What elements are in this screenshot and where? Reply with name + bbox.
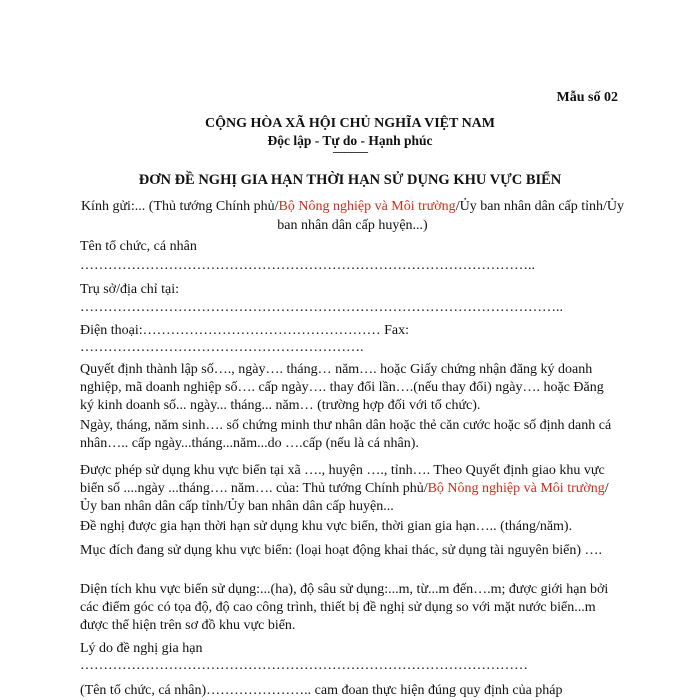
recipient-line: [80, 197, 625, 235]
permit-paragraph: [80, 462, 620, 516]
reason-label: Lý do đề nghị gia hạn: [80, 641, 203, 656]
country-heading: CỘNG HÒA XÃ HỘI CHỦ NGHĨA VIỆT NAM: [204, 116, 495, 131]
address-label: Trụ sở/địa chỉ tại:: [80, 282, 180, 297]
reason-dots: ……………………………………………………………………………………: [80, 658, 528, 673]
decision-paragraph: Quyết định thành lập số…., ngày…. tháng… năm…. hoặc Giấy chứng nhận đăng ký doanh nghiệp, mã doanh nghiệp số…. cấp ngày…. thay đổi lần….(nếu thay đổi) ngày…. hoặc Đăng ký kinh doanh số... ngày... tháng... năm… (trường hợp đối với tổ chức).: [80, 362, 604, 413]
document-title: ĐƠN ĐỀ NGHỊ GIA HẠN THỜI HẠN SỬ DỤNG KHU VỰC BIỂN: [138, 172, 562, 188]
heading-rule: ---------------: [332, 147, 368, 158]
extension-paragraph: Đề nghị được gia hạn thời hạn sử dụng khu vực biển, thời gian gia hạn….. (tháng/năm).: [80, 519, 573, 534]
org-dots: ……………………………………………………………………………………..: [80, 258, 535, 273]
purpose-paragraph: Mục đích đang sử dụng khu vực biển: (loại hoạt động khai thác, sử dụng tài nguyên biển) ….: [80, 543, 602, 558]
phone-fax-line: Điện thoại:…………………………………………… Fax:: [80, 323, 409, 338]
recipient-text-1: Kính gửi:... (Thủ tướng Chính phủ/: [80, 199, 279, 214]
area-paragraph: Diện tích khu vực biển sử dụng:...(ha), độ sâu sử dụng:...m, từ...m đến….m; được giới hạn bởi các điểm góc có tọa độ, độ cao công trình, thiết bị đề nghị sử dụng so với mặt nước biển...m được thể hiện trên sơ đồ khu vực biển.: [80, 582, 609, 633]
permit-text-1: Được phép sử dụng khu vực biển tại xã …., huyện …., tỉnh…. Theo Quyết định giao khu vực biển số ....ngày ...tháng…. năm…. của: Thủ tướng Chính phủ/: [80, 463, 605, 496]
permit-text-2: /Ủy ban nhân dân cấp tỉnh/Ủy ban nhân dân cấp huyện...: [80, 481, 609, 514]
recipient-ministry: Bộ Nông nghiệp và Môi trường: [278, 199, 456, 214]
commitment-line: (Tên tổ chức, cá nhân)………………….. cam đoan thực hiện đúng quy định của pháp: [80, 683, 563, 698]
address-dots: …………………………………………………………………………………………..: [80, 300, 563, 315]
form-number: Mẫu số 02: [556, 90, 618, 105]
identity-paragraph: Ngày, tháng, năm sinh…. số chứng minh thư nhân dân hoặc thẻ căn cước hoặc số định danh cá nhân….. cấp ngày...tháng...năm...do ….cấp (nếu là cá nhân).: [80, 418, 612, 451]
permit-ministry: Bộ Nông nghiệp và Môi trường: [427, 481, 605, 496]
motto: Độc lập - Tự do - Hạnh phúc: [267, 133, 433, 148]
phone-dots: …………………………………………………….: [80, 340, 364, 355]
org-label: Tên tổ chức, cá nhân: [80, 239, 197, 254]
recipient-text-2: /Ủy ban nhân dân cấp tỉnh/Ủy ban nhân dân cấp huyện...): [277, 199, 625, 233]
